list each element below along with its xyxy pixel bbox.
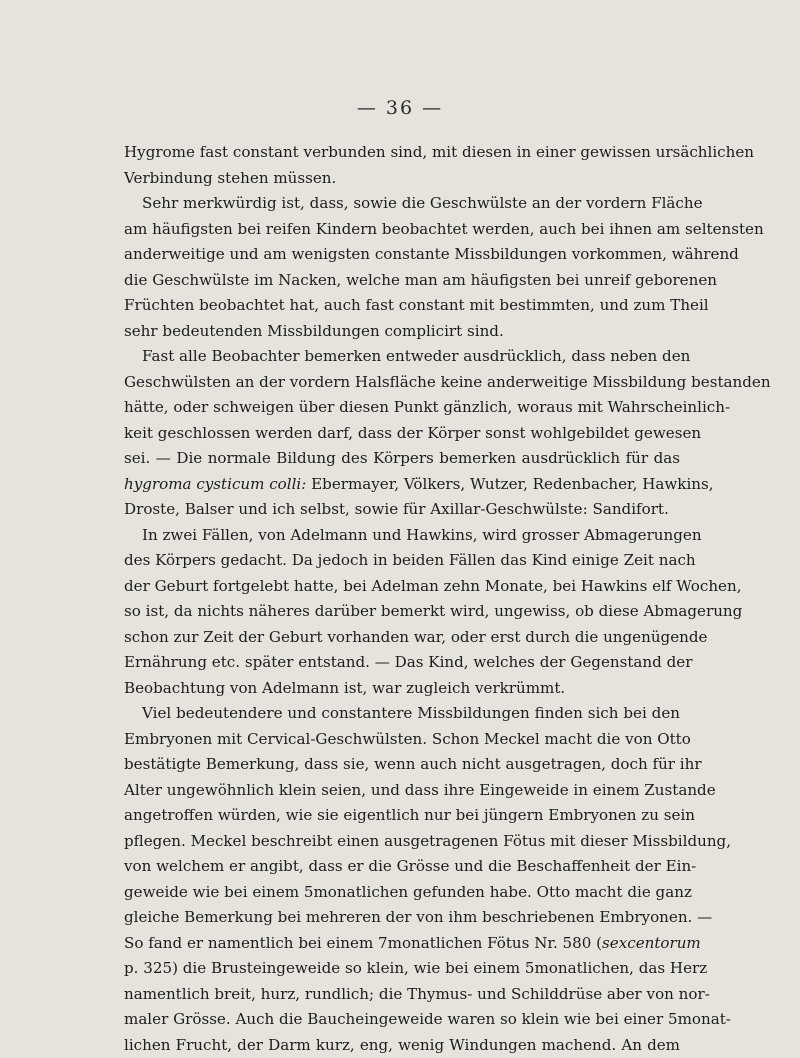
text-line: [124, 268, 680, 294]
text-line: [124, 497, 680, 523]
text-span: lichen Frucht, der Darm kurz, eng, wenig Windungen machend. An dem: [124, 1036, 680, 1054]
text-line: [124, 421, 680, 447]
text-line: [124, 344, 680, 370]
text-span: Ebermayer, Völkers, Wutzer, Redenbacher, Hawkins,: [306, 475, 713, 493]
text-span: Sehr merkwürdig ist, dass, sowie die Geschwülste an der vordern Fläche: [142, 194, 703, 212]
text-span: So fand er namentlich bei einem 7monatlichen Fötus Nr. 580 (: [124, 934, 602, 952]
text-line: [124, 293, 680, 319]
text-line: [124, 217, 680, 243]
text-line: [124, 319, 680, 345]
text-line: [124, 625, 680, 651]
text-span: des Körpers gedacht. Da jedoch in beiden Fällen das Kind einige Zeit nach: [124, 551, 696, 569]
text-line: [124, 166, 680, 192]
text-span: keit geschlossen werden darf, dass der Körper sonst wohlgebildet gewesen: [124, 424, 701, 442]
text-span: Geschwülsten an der vordern Halsfläche keine anderweitige Missbildung bestanden: [124, 373, 771, 391]
text-line: [124, 982, 680, 1008]
text-span: maler Grösse. Auch die Baucheingeweide waren so klein wie bei einer 5monat-: [124, 1010, 731, 1028]
text-line: [124, 701, 680, 727]
text-line: [124, 1007, 680, 1033]
text-span: Viel bedeutendere und constantere Missbildungen finden sich bei den: [142, 704, 680, 722]
text-span: namentlich breit, hurz, rundlich; die Thymus- und Schilddrüse aber von nor-: [124, 985, 710, 1003]
text-span: Ernährung etc. später entstand. — Das Kind, welches der Gegenstand der: [124, 653, 692, 671]
text-line: [124, 191, 680, 217]
text-line: [124, 574, 680, 600]
text-span: Droste, Balser und ich selbst, sowie für Axillar-Geschwülste: Sandifort.: [124, 500, 669, 518]
text-span: gleiche Bemerkung bei mehreren der von ihm beschriebenen Embryonen. —: [124, 908, 712, 926]
text-line: [124, 778, 680, 804]
text-line: [124, 752, 680, 778]
text-span: Embryonen mit Cervical-Geschwülsten. Schon Meckel macht die von Otto: [124, 730, 691, 748]
text-line: [124, 905, 680, 931]
text-line: [124, 523, 680, 549]
text-line: [124, 370, 680, 396]
text-line: [124, 650, 680, 676]
text-span: hätte, oder schweigen über diesen Punkt gänzlich, woraus mit Wahrscheinlich-: [124, 398, 730, 416]
body-text: [124, 140, 680, 1058]
text-line: [124, 931, 680, 957]
text-span: In zwei Fällen, von Adelmann und Hawkins, wird grosser Abmagerungen: [142, 526, 702, 544]
text-span: von welchem er angibt, dass er die Grösse und die Beschaffenheit der Ein-: [124, 857, 696, 875]
text-span: p. 325) die Brusteingeweide so klein, wie bei einem 5monatlichen, das Herz: [124, 959, 707, 977]
text-span: sei. — Die normale Bildung des Körpers bemerken ausdrücklich für das: [124, 449, 680, 467]
page-number: — 36 —: [0, 97, 800, 119]
text-span: Fast alle Beobachter bemerken entweder ausdrücklich, dass neben den: [142, 347, 690, 365]
text-span: bestätigte Bemerkung, dass sie, wenn auch nicht ausgetragen, doch für ihr: [124, 755, 702, 773]
text-line: [124, 880, 680, 906]
text-span: schon zur Zeit der Geburt vorhanden war, oder erst durch die ungenügende: [124, 628, 707, 646]
text-span: Hygrome fast constant verbunden sind, mit diesen in einer gewissen ursächlichen: [124, 143, 754, 161]
text-line: [124, 956, 680, 982]
text-span: Verbindung stehen müssen.: [124, 169, 336, 187]
text-line: [124, 727, 680, 753]
text-line: [124, 676, 680, 702]
text-span: die Geschwülste im Nacken, welche man am häufigsten bei unreif geborenen: [124, 271, 717, 289]
text-span: anderweitige und am wenigsten constante Missbildungen vorkommen, während: [124, 245, 739, 263]
text-line: [124, 1033, 680, 1058]
text-line: [124, 140, 680, 166]
text-span: so ist, da nichts näheres darüber bemerkt wird, ungewiss, ob diese Abmagerung: [124, 602, 742, 620]
text-line: [124, 854, 680, 880]
text-span: Alter ungewöhnlich klein seien, und dass ihre Eingeweide in einem Zustande: [124, 781, 716, 799]
text-span: sehr bedeutenden Missbildungen complicirt sind.: [124, 322, 504, 340]
text-line: [124, 803, 680, 829]
text-line: [124, 472, 680, 498]
text-line: [124, 829, 680, 855]
text-span: Früchten beobachtet hat, auch fast constant mit bestimmten, und zum Theil: [124, 296, 709, 314]
text-span: pflegen. Meckel beschreibt einen ausgetragenen Fötus mit dieser Missbildung,: [124, 832, 731, 850]
text-line: [124, 242, 680, 268]
text-line: [124, 395, 680, 421]
italic-text: sexcentorum: [602, 934, 701, 952]
text-line: [124, 599, 680, 625]
text-span: der Geburt fortgelebt hatte, bei Adelman zehn Monate, bei Hawkins elf Wochen,: [124, 577, 742, 595]
text-span: geweide wie bei einem 5monatlichen gefunden habe. Otto macht die ganz: [124, 883, 692, 901]
text-span: Beobachtung von Adelmann ist, war zugleich verkrümmt.: [124, 679, 565, 697]
text-line: [124, 446, 680, 472]
text-line: [124, 548, 680, 574]
italic-text: hygroma cysticum colli:: [124, 475, 306, 493]
text-span: angetroffen würden, wie sie eigentlich nur bei jüngern Embryonen zu sein: [124, 806, 695, 824]
text-span: am häufigsten bei reifen Kindern beobachtet werden, auch bei ihnen am seltensten: [124, 220, 764, 238]
